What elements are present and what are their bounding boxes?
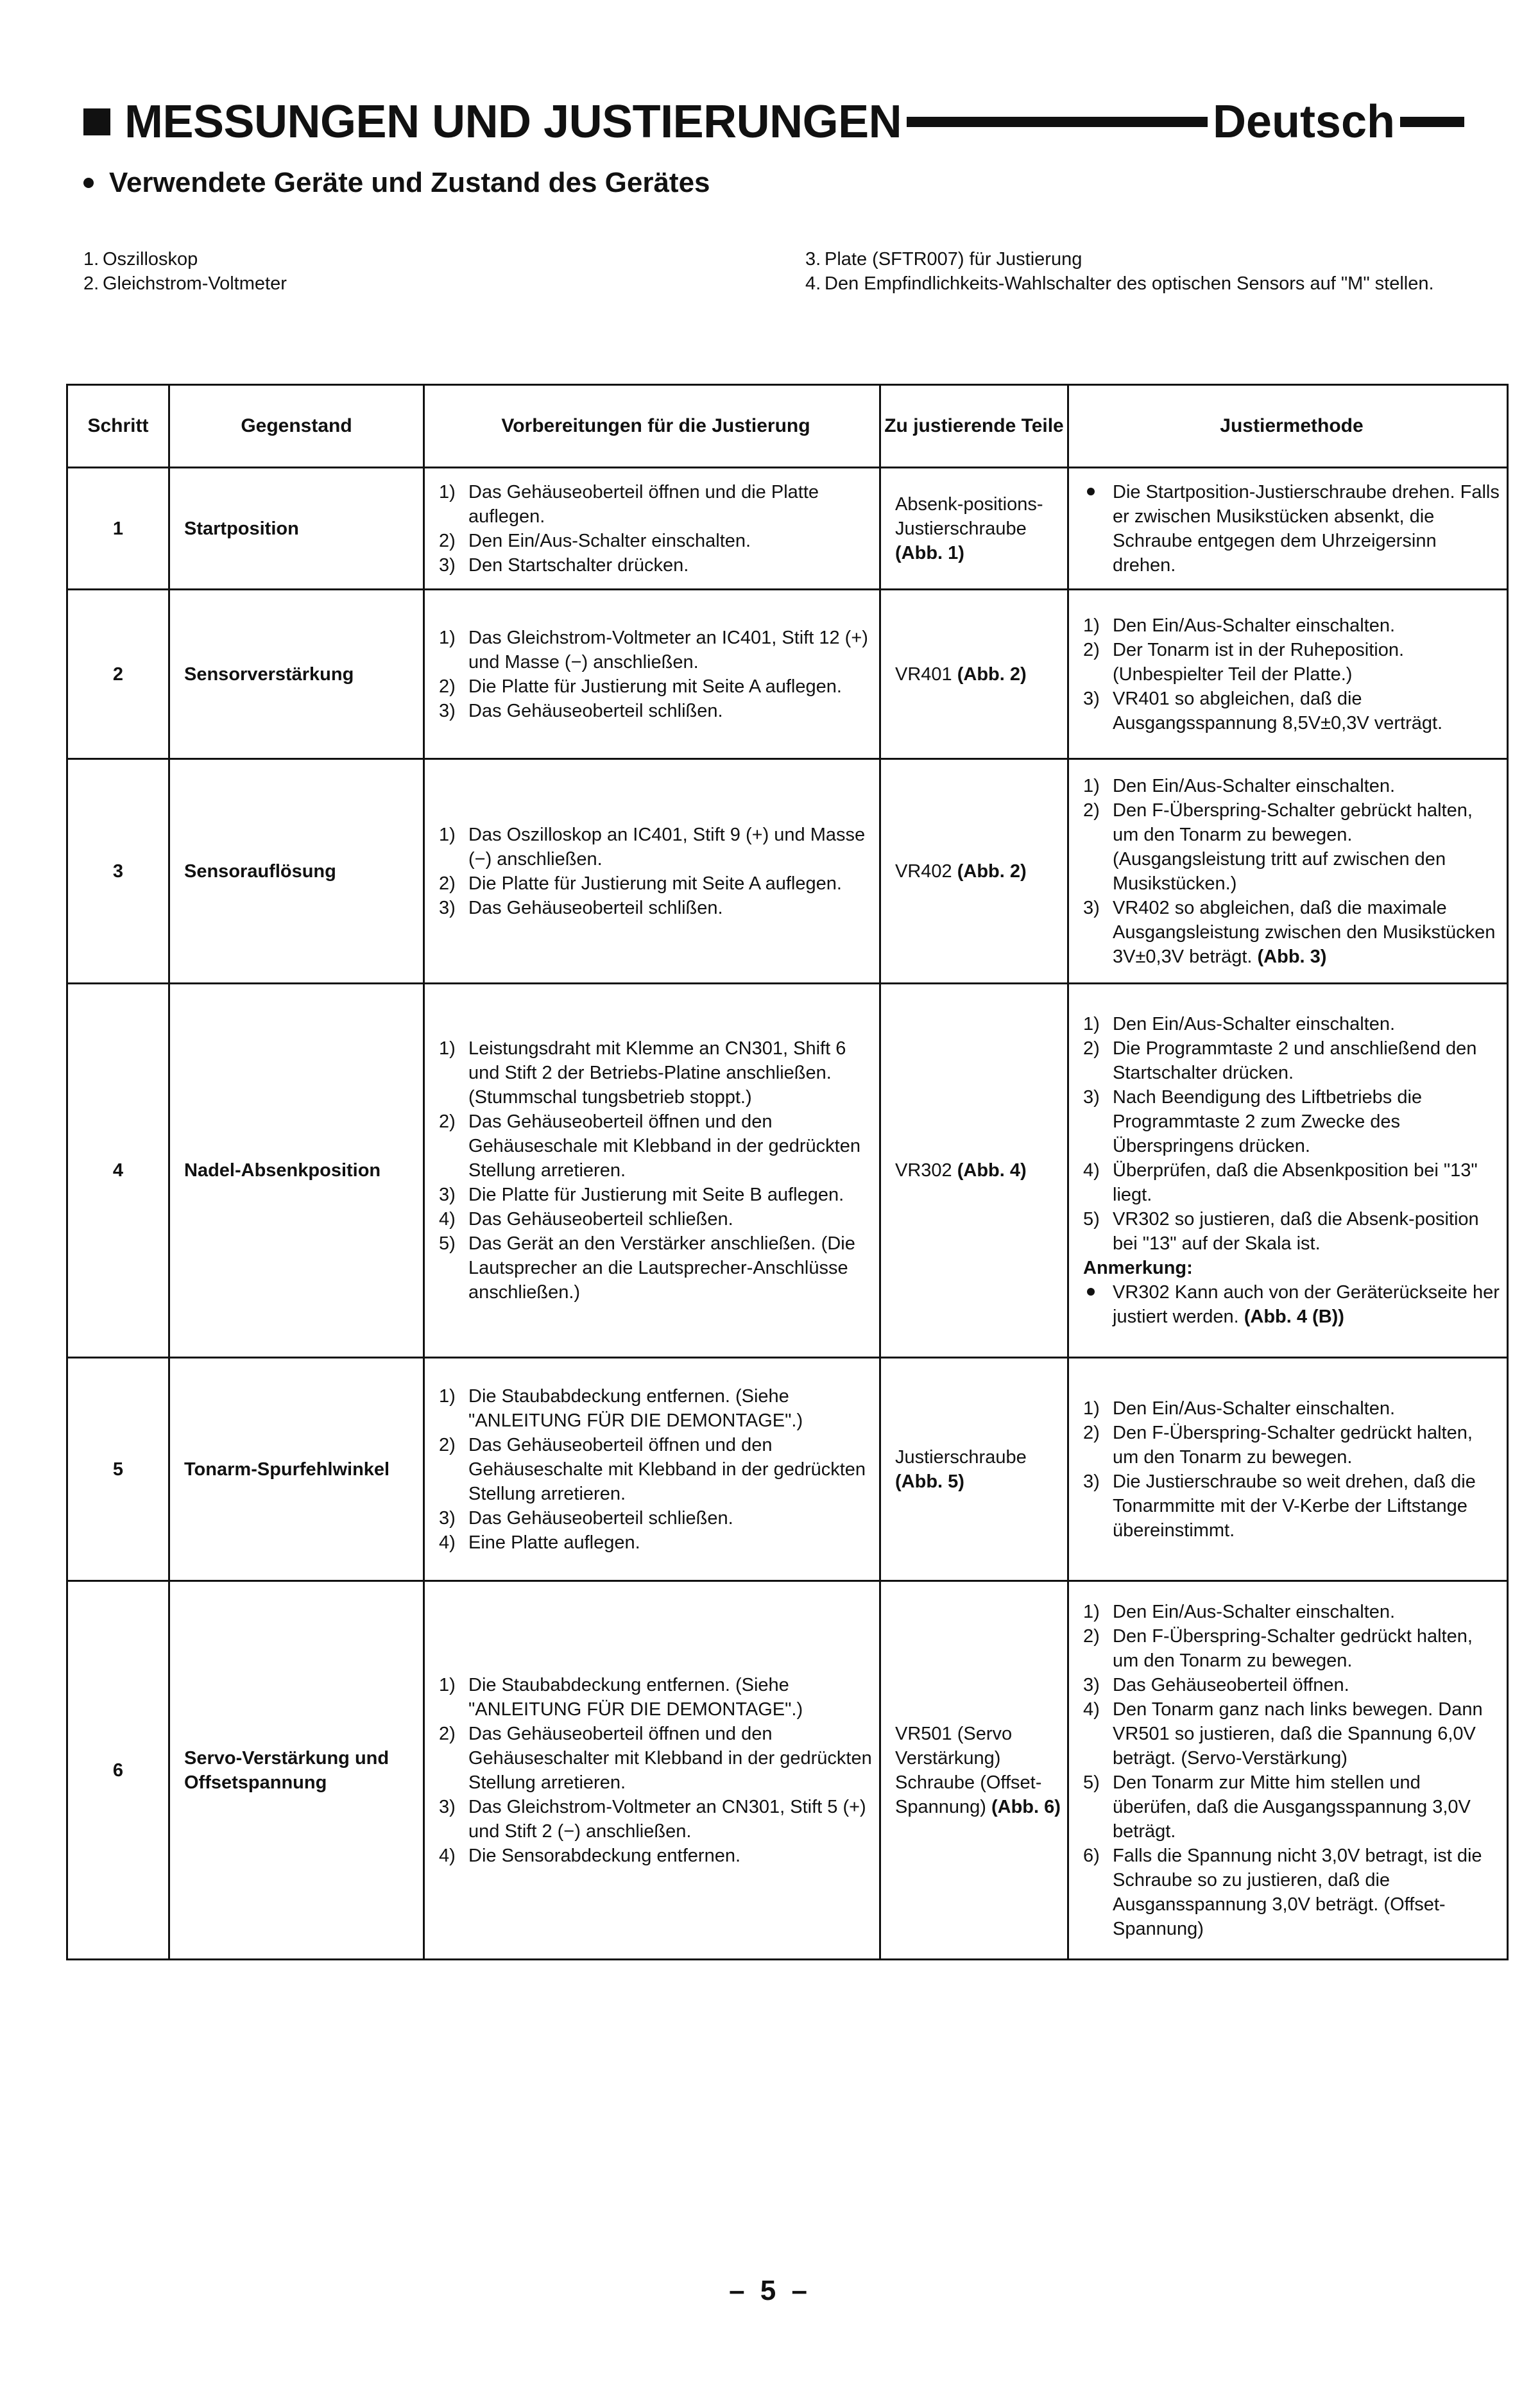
preparation-step xyxy=(439,553,873,578)
preparation-step xyxy=(439,1384,873,1433)
preparation-step xyxy=(439,1433,873,1506)
preparation-cell xyxy=(424,1358,880,1581)
table-row xyxy=(67,759,1508,984)
step-number: 1 xyxy=(67,468,169,590)
list-text: Das Gehäuseoberteil schließen. xyxy=(468,1507,733,1529)
equipment-item xyxy=(805,247,1460,271)
table-row xyxy=(67,468,1508,590)
list-text: Nach Beendigung des Liftbetriebs die Programmtaste 2 zum Zwecke des Überspringens drücken. xyxy=(1113,1087,1423,1156)
header-step: Schritt xyxy=(67,385,169,468)
list-text: Das Gehäuseoberteil öffnen und den Gehäuseschale mit Klebband in der gedrückten Stellung arretieren. xyxy=(468,1111,860,1181)
figure-reference: (Abb. 6) xyxy=(991,1796,1061,1817)
method-step xyxy=(1083,613,1500,638)
header-rule-left xyxy=(907,117,1208,127)
method-cell xyxy=(1068,759,1508,984)
method-cell xyxy=(1068,468,1508,590)
method-step xyxy=(1083,638,1500,687)
list-text-wrap xyxy=(1113,896,1500,969)
list-text: Das Gleichstrom-Voltmeter an IC401, Stift 12 (+) und Masse (−) anschließen. xyxy=(468,627,868,673)
adjustment-table xyxy=(66,384,1509,1960)
method-step xyxy=(1083,1624,1500,1673)
list-text: Die Staubabdeckung entfernen. (Siehe "ANLEITUNG FÜR DIE DEMONTAGE".) xyxy=(468,1385,803,1431)
method-step xyxy=(1083,1697,1500,1770)
list-text: Das Gehäuseoberteil schließen. xyxy=(468,1209,733,1230)
list-number: 1) xyxy=(439,824,456,845)
list-text: Überprüfen, daß die Absenkposition bei "13" liegt. xyxy=(1113,1160,1478,1205)
adjustment-part: VR501 (Servo Verstärkung) Schraube (Offset-Spannung) xyxy=(895,1723,1042,1817)
equipment-text: Den Empfindlichkeits-Wahlschalter des optischen Sensors auf "M" stellen. xyxy=(825,273,1434,294)
adjustment-part: Justierschraube xyxy=(895,1446,1027,1468)
adjustment-object: Nadel-Absenkposition xyxy=(169,984,424,1358)
list-text: Das Gehäuseoberteil öffnen und die Platte auflegen. xyxy=(468,481,819,527)
list-number: 2) xyxy=(1083,1625,1100,1647)
list-number: 1) xyxy=(439,627,456,648)
list-text: Den Ein/Aus-Schalter einschalten. xyxy=(1113,775,1396,796)
list-text: Den Tonarm ganz nach links bewegen. Dann VR501 so justieren, daß die Spannung 6,0V beträgt. (Servo-Verstärkung) xyxy=(1113,1699,1483,1769)
list-text: Den Ein/Aus-Schalter einschalten. xyxy=(1113,1398,1396,1419)
preparation-step xyxy=(439,1530,873,1555)
list-number: 2) xyxy=(1083,1038,1100,1059)
bullet-icon xyxy=(83,178,94,188)
figure-reference: (Abb. 2) xyxy=(957,664,1027,685)
method-step xyxy=(1083,896,1500,969)
list-number: 1) xyxy=(1083,1398,1100,1419)
header-square-marker xyxy=(83,108,110,135)
note-item xyxy=(1083,1280,1500,1329)
header-rule-right xyxy=(1400,117,1464,127)
step-number: 5 xyxy=(67,1358,169,1581)
method-step xyxy=(1083,774,1500,798)
preparation-step xyxy=(439,1722,873,1795)
method-step xyxy=(1083,1673,1500,1697)
list-number: 5) xyxy=(1083,1209,1100,1230)
list-number: 1) xyxy=(439,481,456,502)
header-object: Gegenstand xyxy=(169,385,424,468)
list-text: Den Ein/Aus-Schalter einschalten. xyxy=(1113,615,1396,636)
list-text: Den F-Überspring-Schalter gebrückt halten, um den Tonarm zu bewegen. (Ausgangsleistung tritt auf zwischen den Musikstücken.) xyxy=(1113,800,1473,894)
list-text: Das Gehäuseoberteil schlißen. xyxy=(468,897,723,918)
list-text: Das Gehäuseoberteil schlißen. xyxy=(468,700,723,721)
equipment-item xyxy=(83,247,725,271)
preparation-step xyxy=(439,1231,873,1305)
list-text: Die Startposition-Justierschraube drehen. Falls er zwischen Musikstücken absenkt, die Schraube entgegen dem Uhrzeigersinn drehen. xyxy=(1113,481,1500,576)
list-number: 3) xyxy=(439,1507,456,1529)
step-number: 6 xyxy=(67,1581,169,1960)
method-step xyxy=(1083,1396,1500,1421)
method-step xyxy=(1083,1158,1500,1207)
list-number: 2) xyxy=(439,530,456,551)
list-number: 2) xyxy=(1083,639,1100,660)
list-number: 3) xyxy=(439,700,456,721)
list-number: 1) xyxy=(439,1038,456,1059)
adjustment-object: Sensorverstärkung xyxy=(169,590,424,759)
step-number: 4 xyxy=(67,984,169,1358)
list-number: 1) xyxy=(1083,615,1100,636)
method-step xyxy=(1083,1085,1500,1158)
equipment-number: 2. xyxy=(83,273,99,294)
preparation-step xyxy=(439,1207,873,1231)
list-text: Das Gehäuseoberteil öffnen. xyxy=(1113,1674,1349,1695)
preparation-step xyxy=(439,1110,873,1183)
list-text: Den Tonarm zur Mitte him stellen und überüfen, daß die Ausgangsspannung 3,0V beträgt. xyxy=(1113,1772,1471,1842)
adjustment-part: VR402 xyxy=(895,861,952,882)
list-text: Die Programmtaste 2 und anschließend den Startschalter drücken. xyxy=(1113,1038,1477,1083)
preparation-step xyxy=(439,626,873,674)
preparation-step xyxy=(439,1844,873,1868)
table-row xyxy=(67,984,1508,1358)
list-number: 5) xyxy=(439,1233,456,1254)
list-text: Die Platte für Justierung mit Seite A auflegen. xyxy=(468,873,842,894)
list-number: 2) xyxy=(439,1111,456,1132)
list-text: Der Tonarm ist in der Ruheposition. (Unbespielter Teil der Platte.) xyxy=(1113,639,1405,685)
preparation-step xyxy=(439,823,873,871)
preparation-step xyxy=(439,1506,873,1530)
list-text: Die Sensorabdeckung entfernen. xyxy=(468,1845,741,1866)
adjustment-object: Servo-Verstärkung und Offsetspannung xyxy=(169,1581,424,1960)
list-number: 1) xyxy=(439,1674,456,1695)
preparation-step xyxy=(439,896,873,920)
bullet-icon xyxy=(1083,1280,1113,1329)
list-text: Das Gehäuseoberteil öffnen und den Gehäuseschalter mit Klebband in der gedrückten Stellung arretieren. xyxy=(468,1723,872,1793)
list-number: 2) xyxy=(439,873,456,894)
list-text: Den Ein/Aus-Schalter einschalten. xyxy=(468,530,751,551)
list-text: Die Platte für Justierung mit Seite B auflegen. xyxy=(468,1185,844,1205)
table-row xyxy=(67,1581,1508,1960)
equipment-number: 1. xyxy=(83,249,99,270)
equipment-item xyxy=(805,271,1460,296)
method-step xyxy=(1083,1036,1500,1085)
list-text: Den Startschalter drücken. xyxy=(468,554,689,576)
figure-reference: (Abb. 4) xyxy=(957,1160,1027,1181)
preparation-step xyxy=(439,674,873,699)
equipment-list-left xyxy=(83,247,725,296)
table-row xyxy=(67,1358,1508,1581)
list-number: 3) xyxy=(439,554,456,576)
list-text: Falls die Spannung nicht 3,0V betragt, ist die Schraube so zu justieren, daß die Ausgansspannung 3,0V beträgt. (Offset-Spannung) xyxy=(1113,1845,1482,1939)
preparation-cell xyxy=(424,1581,880,1960)
preparation-step xyxy=(439,1036,873,1110)
list-text: VR402 so abgleichen, daß die maximale Ausgangsleistung zwischen den Musikstücken 3V±0,3V beträgt. xyxy=(1113,897,1496,967)
list-number: 3) xyxy=(439,1185,456,1205)
preparation-step xyxy=(439,1795,873,1844)
preparation-step xyxy=(439,1673,873,1722)
adjustment-part-cell xyxy=(880,1581,1068,1960)
method-cell xyxy=(1068,984,1508,1358)
method-step xyxy=(1083,687,1500,735)
figure-reference: (Abb. 2) xyxy=(957,861,1027,882)
language-label: Deutsch xyxy=(1212,96,1395,148)
method-step xyxy=(1083,1421,1500,1469)
list-number: 3) xyxy=(1083,1471,1100,1492)
equipment-text: Plate (SFTR007) für Justierung xyxy=(825,249,1082,270)
adjustment-object: Sensorauflösung xyxy=(169,759,424,984)
list-number: 4) xyxy=(439,1845,456,1866)
list-text: Den Ein/Aus-Schalter einschalten. xyxy=(1113,1601,1396,1622)
figure-reference: (Abb. 5) xyxy=(895,1471,964,1492)
note-title: Anmerkung: xyxy=(1083,1258,1193,1278)
method-step xyxy=(1083,798,1500,896)
preparation-step xyxy=(439,1183,873,1207)
list-number: 3) xyxy=(1083,897,1100,918)
step-number: 3 xyxy=(67,759,169,984)
equipment-number: 3. xyxy=(805,249,821,270)
list-number: 3) xyxy=(1083,688,1100,709)
list-number: 3) xyxy=(1083,1674,1100,1695)
list-text: Eine Platte auflegen. xyxy=(468,1532,640,1553)
subsection-title-text: Verwendete Geräte und Zustand des Gerätes xyxy=(109,167,710,198)
list-number: 2) xyxy=(439,1723,456,1744)
header-method: Justiermethode xyxy=(1068,385,1508,468)
equipment-text: Gleichstrom-Voltmeter xyxy=(103,273,287,294)
note-text: VR302 Kann auch von der Geräterückseite her justiert werden. xyxy=(1113,1282,1500,1327)
list-number: 5) xyxy=(1083,1772,1100,1793)
adjustment-part: VR401 xyxy=(895,664,952,685)
figure-reference: (Abb. 3) xyxy=(1257,946,1327,967)
list-text: Die Staubabdeckung entfernen. (Siehe "ANLEITUNG FÜR DIE DEMONTAGE".) xyxy=(468,1674,803,1720)
step-number: 2 xyxy=(67,590,169,759)
method-step xyxy=(1083,1469,1500,1543)
adjustment-part-cell xyxy=(880,1358,1068,1581)
list-number: 3) xyxy=(1083,1087,1100,1108)
table-row xyxy=(67,590,1508,759)
list-number: 1) xyxy=(1083,775,1100,796)
list-text: Die Justierschraube so weit drehen, daß die Tonarmmitte mit der V-Kerbe der Liftstange übereinstimmt. xyxy=(1113,1471,1476,1541)
list-number: 6) xyxy=(1083,1845,1100,1866)
list-number: 1) xyxy=(1083,1601,1100,1622)
header-parts: Zu justierende Teile xyxy=(880,385,1068,468)
method-step xyxy=(1083,1770,1500,1844)
list-number: 3) xyxy=(439,897,456,918)
header-preparation: Vorbereitungen für die Justierung xyxy=(424,385,880,468)
list-number: 4) xyxy=(1083,1160,1100,1181)
table-body xyxy=(67,468,1508,1960)
list-number: 4) xyxy=(439,1209,456,1230)
adjustment-object: Startposition xyxy=(169,468,424,590)
preparation-step xyxy=(439,699,873,723)
method-step xyxy=(1083,1600,1500,1624)
list-text: Leistungsdraht mit Klemme an CN301, Shift 6 und Stift 2 der Betriebs-Platine anschließen. (Stummschal tungsbetrieb stoppt.) xyxy=(468,1038,846,1108)
equipment-text: Oszilloskop xyxy=(103,249,198,270)
list-text: Den F-Überspring-Schalter gedrückt halten, um den Tonarm zu bewegen. xyxy=(1113,1422,1473,1468)
page-number: – 5 – xyxy=(729,2275,811,2306)
list-number: 2) xyxy=(1083,1422,1100,1443)
equipment-list-right xyxy=(805,247,1460,296)
preparation-cell xyxy=(424,984,880,1358)
note-text-wrap xyxy=(1113,1280,1500,1329)
preparation-cell xyxy=(424,468,880,590)
table-header-row xyxy=(67,385,1508,468)
preparation-step xyxy=(439,871,873,896)
preparation-step xyxy=(439,529,873,553)
section-header xyxy=(83,93,1469,151)
list-text: Das Gerät an den Verstärker anschließen. (Die Lautsprecher an die Lautsprecher-Anschlüsse anschließen.) xyxy=(468,1233,855,1303)
adjustment-part: Absenk-positions-Justierschraube xyxy=(895,493,1043,539)
figure-reference: (Abb. 1) xyxy=(895,542,964,563)
equipment-item xyxy=(83,271,725,296)
list-number: 1) xyxy=(439,1385,456,1407)
preparation-cell xyxy=(424,590,880,759)
subsection-title xyxy=(83,167,710,199)
method-step xyxy=(1083,1207,1500,1256)
list-text: Das Gleichstrom-Voltmeter an CN301, Stift 5 (+) und Stift 2 (−) anschließen. xyxy=(468,1796,866,1842)
adjustment-part-cell xyxy=(880,759,1068,984)
list-number: 4) xyxy=(439,1532,456,1553)
list-text: Den Ein/Aus-Schalter einschalten. xyxy=(1113,1014,1396,1034)
adjustment-part: VR302 xyxy=(895,1160,952,1181)
list-text: Die Platte für Justierung mit Seite A auflegen. xyxy=(468,676,842,697)
bullet-icon xyxy=(1083,480,1113,578)
method-step xyxy=(1083,1012,1500,1036)
adjustment-part-cell xyxy=(880,984,1068,1358)
list-number: 2) xyxy=(1083,800,1100,821)
method-step xyxy=(1083,1844,1500,1941)
list-number: 2) xyxy=(439,676,456,697)
preparation-cell xyxy=(424,759,880,984)
method-step xyxy=(1083,480,1500,578)
list-text: Das Gehäuseoberteil öffnen und den Gehäuseschalte mit Klebband in der gedrückten Stellung arretieren. xyxy=(468,1434,866,1504)
section-title: MESSUNGEN UND JUSTIERUNGEN xyxy=(124,96,902,148)
adjustment-object: Tonarm-Spurfehlwinkel xyxy=(169,1358,424,1581)
list-text: VR401 so abgleichen, daß die Ausgangsspannung 8,5V±0,3V verträgt. xyxy=(1113,688,1443,733)
adjustment-part-cell xyxy=(880,468,1068,590)
list-text: VR302 so justieren, daß die Absenk-position bei "13" auf der Skala ist. xyxy=(1113,1209,1479,1254)
list-number: 4) xyxy=(1083,1699,1100,1720)
adjustment-part-cell xyxy=(880,590,1068,759)
preparation-step xyxy=(439,480,873,529)
list-text: Das Oszilloskop an IC401, Stift 9 (+) und Masse (−) anschließen. xyxy=(468,824,866,870)
list-text: Den F-Überspring-Schalter gedrückt halten, um den Tonarm zu bewegen. xyxy=(1113,1625,1473,1671)
method-cell xyxy=(1068,590,1508,759)
list-number: 3) xyxy=(439,1796,456,1817)
equipment-number: 4. xyxy=(805,273,821,294)
method-cell xyxy=(1068,1358,1508,1581)
figure-reference: (Abb. 4 (B)) xyxy=(1244,1307,1344,1327)
list-number: 1) xyxy=(1083,1014,1100,1034)
method-cell xyxy=(1068,1581,1508,1960)
list-number: 2) xyxy=(439,1434,456,1455)
